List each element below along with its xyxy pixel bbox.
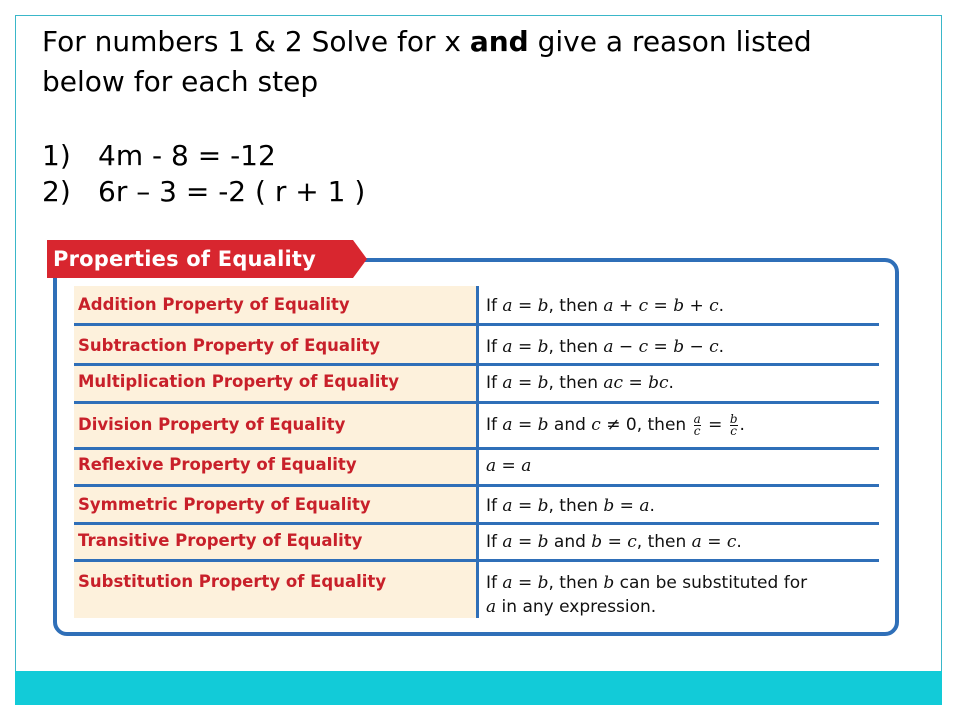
footer-bar xyxy=(15,671,942,705)
instructions-emphasis: and xyxy=(469,25,529,58)
property-name: Division Property of Equality xyxy=(78,415,346,434)
fraction-a-over-c: $\frac{a}{c}$ xyxy=(693,411,701,438)
property-name: Transitive Property of Equality xyxy=(78,531,363,550)
problem-number: 2) xyxy=(42,175,71,208)
property-rule: If a = b, then ac = bc. xyxy=(486,373,674,393)
property-name: Symmetric Property of Equality xyxy=(78,495,371,514)
properties-title: Properties of Equality xyxy=(53,247,316,271)
property-row xyxy=(74,404,879,448)
property-rule: If a = b and c ≠ 0, then $\frac{a}{c}$ = $\frac{b}{c}$ . xyxy=(486,411,745,438)
instructions-text xyxy=(42,22,902,102)
property-row xyxy=(74,525,879,559)
properties-title-tab xyxy=(47,240,367,278)
problem-item xyxy=(42,174,365,210)
instructions-suffix: give a reason listed below for each step xyxy=(42,25,812,98)
problem-number: 1) xyxy=(42,139,71,172)
property-rule: If a = b and b = c, then a = c. xyxy=(486,532,742,552)
property-name: Reflexive Property of Equality xyxy=(78,455,357,474)
property-row xyxy=(74,326,879,364)
problem-equation: 4m - 8 = -12 xyxy=(98,139,276,172)
instructions-prefix: For numbers 1 & 2 Solve for x xyxy=(42,25,470,58)
problem-item xyxy=(42,138,365,174)
property-row xyxy=(74,450,879,484)
property-name: Multiplication Property of Equality xyxy=(78,372,400,391)
problem-equation: 6r – 3 = -2 ( r + 1 ) xyxy=(98,175,366,208)
property-rule: If a = b, then b = a. xyxy=(486,496,655,516)
property-row xyxy=(74,286,879,324)
property-rule: If a = b, then a − c = b − c. xyxy=(486,337,725,357)
problem-list xyxy=(42,138,365,210)
fraction-b-over-c: $\frac{b}{c}$ xyxy=(729,411,738,438)
property-row xyxy=(74,366,879,402)
property-name: Substitution Property of Equality xyxy=(78,572,387,591)
properties-table xyxy=(74,286,879,618)
property-name: Subtraction Property of Equality xyxy=(78,336,381,355)
property-rule: If a = b, then b can be substituted for a in any expression. xyxy=(486,573,808,617)
property-rule: a = a xyxy=(486,456,532,476)
property-row xyxy=(74,487,879,523)
property-row xyxy=(74,562,879,618)
property-name: Addition Property of Equality xyxy=(78,295,350,314)
property-rule: If a = b, then a + c = b + c. xyxy=(486,296,725,316)
